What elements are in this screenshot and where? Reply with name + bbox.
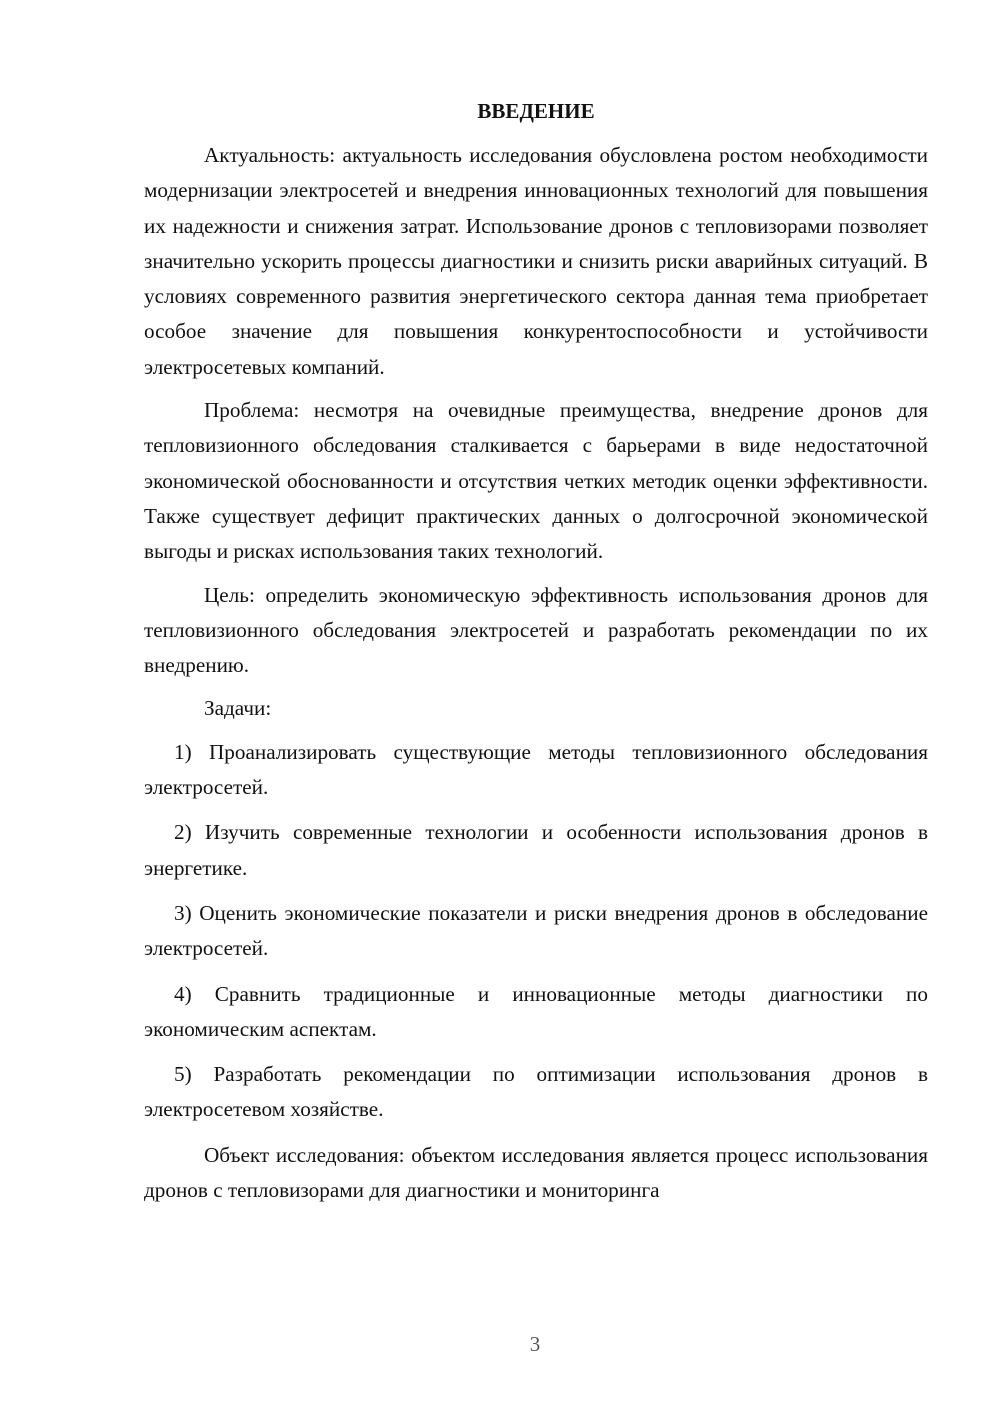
- tasks-heading: Задачи:: [204, 696, 272, 721]
- paragraph-relevance: Актуальность: актуальность исследования обусловлена ростом необходимости модернизации электросетей и внедрения инновационных технологий для повышения их надежности и снижения затрат. Использование дронов с тепловизорами позволяет значительно ускорить процессы диагностики и снизить риски аварийных ситуаций. В условиях современного развития энергетического сектора данная тема приобретает особое значение для повышения конкурентоспособности и устойчивости электросетевых компаний.: [144, 143, 928, 379]
- task-item-3: 3) Оценить экономические показатели и риски внедрения дронов в обследование электросетей.: [144, 900, 928, 961]
- paragraph-goal: Цель: определить экономическую эффективность использования дронов для тепловизионного обследования электросетей и разработать рекомендации по их внедрению.: [144, 582, 928, 678]
- paragraph-object: Объект исследования: объектом исследования является процесс использования дронов с тепловизорами для диагностики и мониторинга: [144, 1142, 928, 1203]
- paragraph-problem: Проблема: несмотря на очевидные преимущества, внедрение дронов для тепловизионного обследования сталкивается с барьерами в виде недостаточной экономической обоснованности и отсутствия четких методик оценки эффективности. Также существует дефицит практических данных о долгосрочной экономической выгоды и рисках использования таких технологий.: [144, 398, 928, 564]
- task-item-1: 1) Проанализировать существующие методы тепловизионного обследования электросетей.: [144, 739, 928, 800]
- document-title: ВВЕДЕНИЕ: [477, 99, 595, 123]
- task-item-4: 4) Сравнить традиционные и инновационные методы диагностики по экономическим аспектам.: [144, 981, 928, 1041]
- page-number: 3: [529, 1332, 541, 1356]
- task-item-5: 5) Разработать рекомендации по оптимизации использования дронов в электросетевом хозяйстве.: [144, 1062, 928, 1122]
- document-page: [144, 96, 928, 1216]
- task-item-2: 2) Изучить современные технологии и особенности использования дронов в энергетике.: [144, 820, 928, 880]
